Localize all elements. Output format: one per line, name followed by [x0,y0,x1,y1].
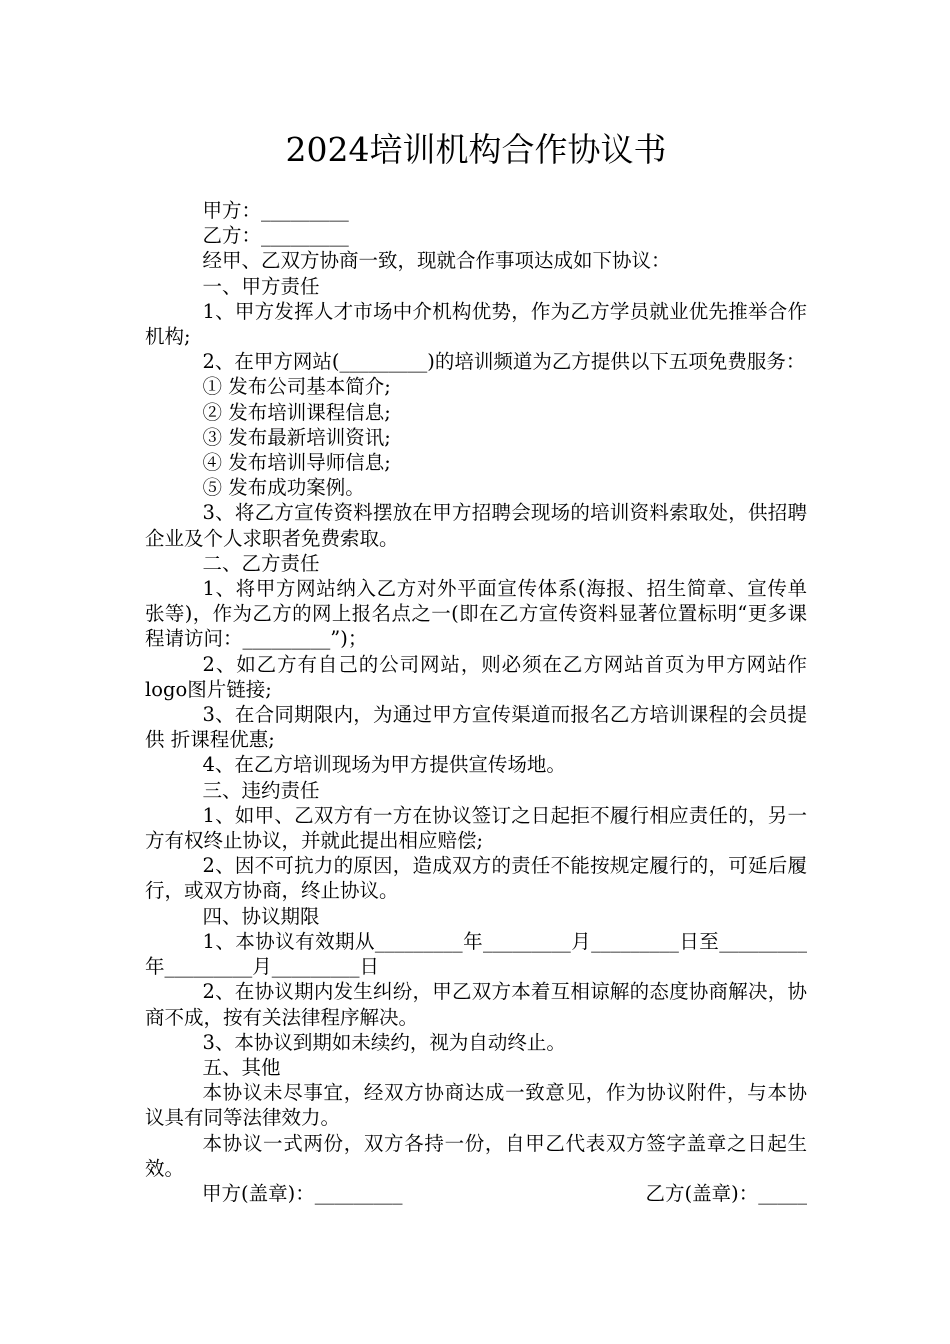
paragraph-3-1: 1、如甲、乙双方有一方在协议签订之日起拒不履行相应责任的，另一方有权终止协议，并就此提出相应赔偿; [145,803,807,853]
paragraph-1-3: 3、将乙方宣传资料摆放在甲方招聘会现场的培训资料索取处，供招聘企业及个人求职者免费索取。 [145,501,807,550]
paragraph-preamble: 经甲、乙双方协商一致，现就合作事项达成如下协议： [202,249,671,273]
paragraph-1-2: 2、在甲方网站(_________)的培训频道为乙方提供以下五项免费服务： [202,350,806,374]
paragraph-5-2: 本协议一式两份，双方各持一份，自甲乙代表双方签字盖章之日起生效。 [145,1131,807,1180]
list-item-service-1: ① 发布公司基本简介; [202,375,391,399]
paragraph-party-a: 甲方：_________ [202,199,349,222]
paragraph-4-1: 1、本协议有效期从_________年_________月_________日至_________年_________月_________日 [145,929,807,979]
list-item-service-3: ③ 发布最新培训资讯; [202,425,391,449]
list-item-service-2: ② 发布培训课程信息; [202,400,391,424]
section-heading-1: 一、甲方责任 [202,274,320,298]
paragraph-1-1: 1、甲方发挥人才市场中介机构优势，作为乙方学员就业优先推举合作机构; [145,299,807,349]
signature-party-b: 乙方(盖章)：_____ [645,1181,807,1205]
section-heading-4: 四、协议期限 [202,904,320,928]
section-heading-3: 三、违约责任 [202,778,320,802]
paragraph-3-2: 2、因不可抗力的原因，造成双方的责任不能按规定履行的，可延后履行，或双方协商，终止协议。 [145,854,807,903]
signature-party-a: 甲方(盖章)：_________ [202,1181,403,1205]
list-item-service-4: ④ 发布培训导师信息; [202,451,391,475]
list-item-service-5: ⑤ 发布成功案例。 [202,476,365,500]
paragraph-4-2: 2、在协议期内发生纠纷，甲乙双方本着互相谅解的态度协商解决，协商不成，按有关法律程序解决。 [145,980,807,1029]
paragraph-2-1: 1、将甲方网站纳入乙方对外平面宣传体系(海报、招生简章、宣传单张等)，作为乙方的网上报名点之一(即在乙方宣传资料显著位置标明“更多课程请访问：_________”)； [145,577,807,651]
section-heading-5: 五、其他 [202,1055,281,1079]
section-heading-2: 二、乙方责任 [202,551,320,575]
paragraph-2-3: 3、在合同期限内，为通过甲方宣传渠道而报名乙方培训课程的会员提供 折课程优惠; [145,703,807,752]
paragraph-5-1: 本协议未尽事宜，经双方协商达成一致意见，作为协议附件，与本协议具有同等法律效力。 [145,1081,807,1130]
document-body [145,198,807,1206]
document-title: 2024培训机构合作协议书 [285,130,667,169]
paragraph-party-b: 乙方：_________ [202,224,349,248]
paragraph-2-4: 4、在乙方培训现场为甲方提供宣传场地。 [202,753,566,777]
paragraph-4-3: 3、本协议到期如未续约，视为自动终止。 [202,1030,566,1054]
signature-row [145,1181,807,1206]
paragraph-2-2: 2、如乙方有自己的公司网站，则必须在乙方网站首页为甲方网站作logo图片链接; [145,652,807,701]
